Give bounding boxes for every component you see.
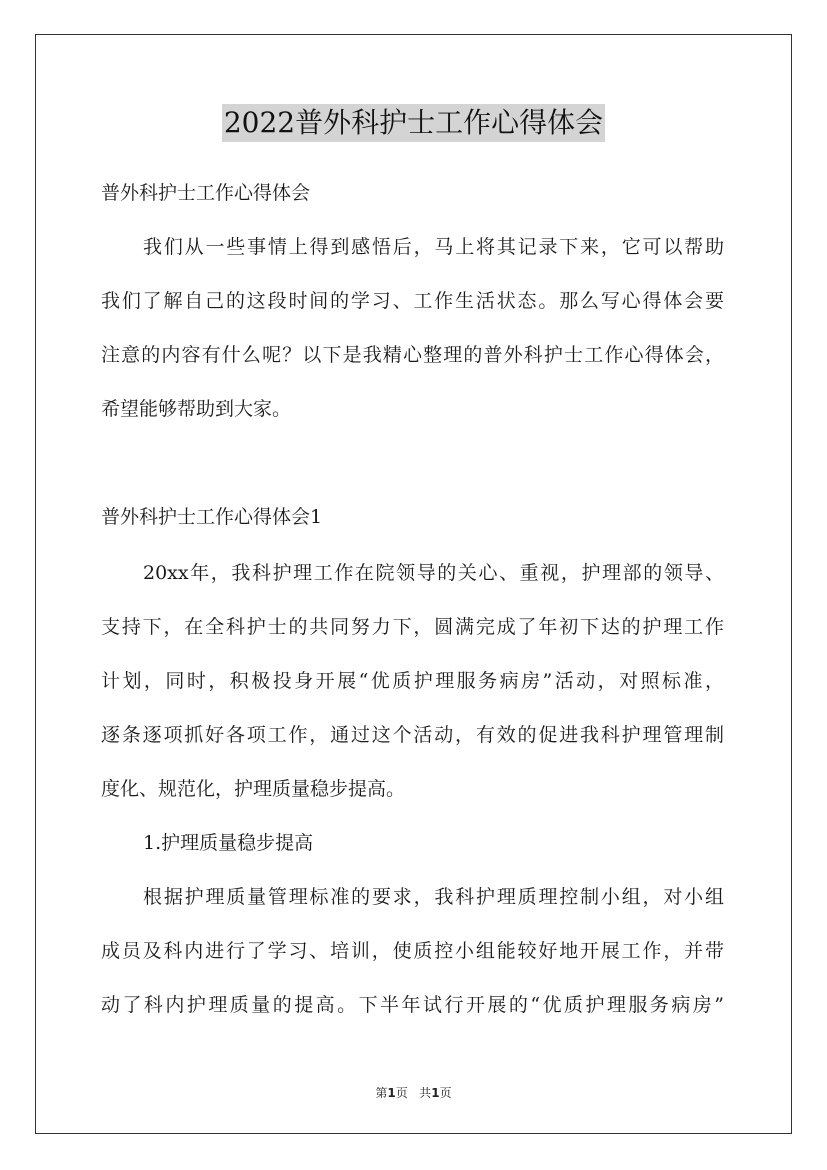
- section1-line-2: 支持下，在全科护士的共同努力下，圆满完成了年初下达的护理工作: [101, 616, 724, 638]
- intro-line-2: 我们了解自己的这段时间的学习、工作生活状态。那么写心得体会要: [101, 290, 724, 312]
- document-subtitle: 普外科护士工作心得体会: [101, 182, 311, 204]
- section1-line-1: 20xx年，我科护理工作在院领导的关心、重视，护理部的领导、: [143, 562, 724, 584]
- para2-line-1: 根据护理质量管理标准的要求，我科护理质理控制小组，对小组: [143, 886, 724, 908]
- page-number: 1: [387, 1086, 396, 1100]
- page-label-suffix: 页: [395, 1086, 408, 1100]
- document-title: 2022普外科护士工作心得体会: [222, 104, 605, 142]
- total-label-prefix: 共: [419, 1086, 432, 1100]
- total-label-suffix: 页: [439, 1086, 452, 1100]
- section-heading-1: 普外科护士工作心得体会1: [101, 506, 323, 528]
- page-label-prefix: 第: [375, 1086, 388, 1100]
- section1-line-5: 度化、规范化，护理质量稳步提高。: [101, 778, 406, 800]
- intro-line-4: 希望能够帮助到大家。: [101, 398, 292, 420]
- intro-line-3: 注意的内容有什么呢？以下是我精心整理的普外科护士工作心得体会，: [101, 344, 724, 366]
- para2-line-2: 成员及科内进行了学习、培训，使质控小组能较好地开展工作，并带: [101, 940, 724, 962]
- para2-line-3: 动了科内护理质量的提高。下半年试行开展的“优质护理服务病房”: [101, 994, 724, 1016]
- section1-line-3: 计划，同时，积极投身开展“优质护理服务病房”活动，对照标准，: [101, 670, 724, 692]
- page-footer: [0, 1085, 827, 1101]
- section1-line-4: 逐条逐项抓好各项工作，通过这个活动，有效的促进我科护理管理制: [101, 724, 724, 746]
- title-container: [0, 104, 827, 142]
- intro-line-1: 我们从一些事情上得到感悟后，马上将其记录下来，它可以帮助: [143, 236, 724, 258]
- total-pages: 1: [431, 1086, 440, 1100]
- subheading-1: 1.护理质量稳步提高: [143, 832, 314, 854]
